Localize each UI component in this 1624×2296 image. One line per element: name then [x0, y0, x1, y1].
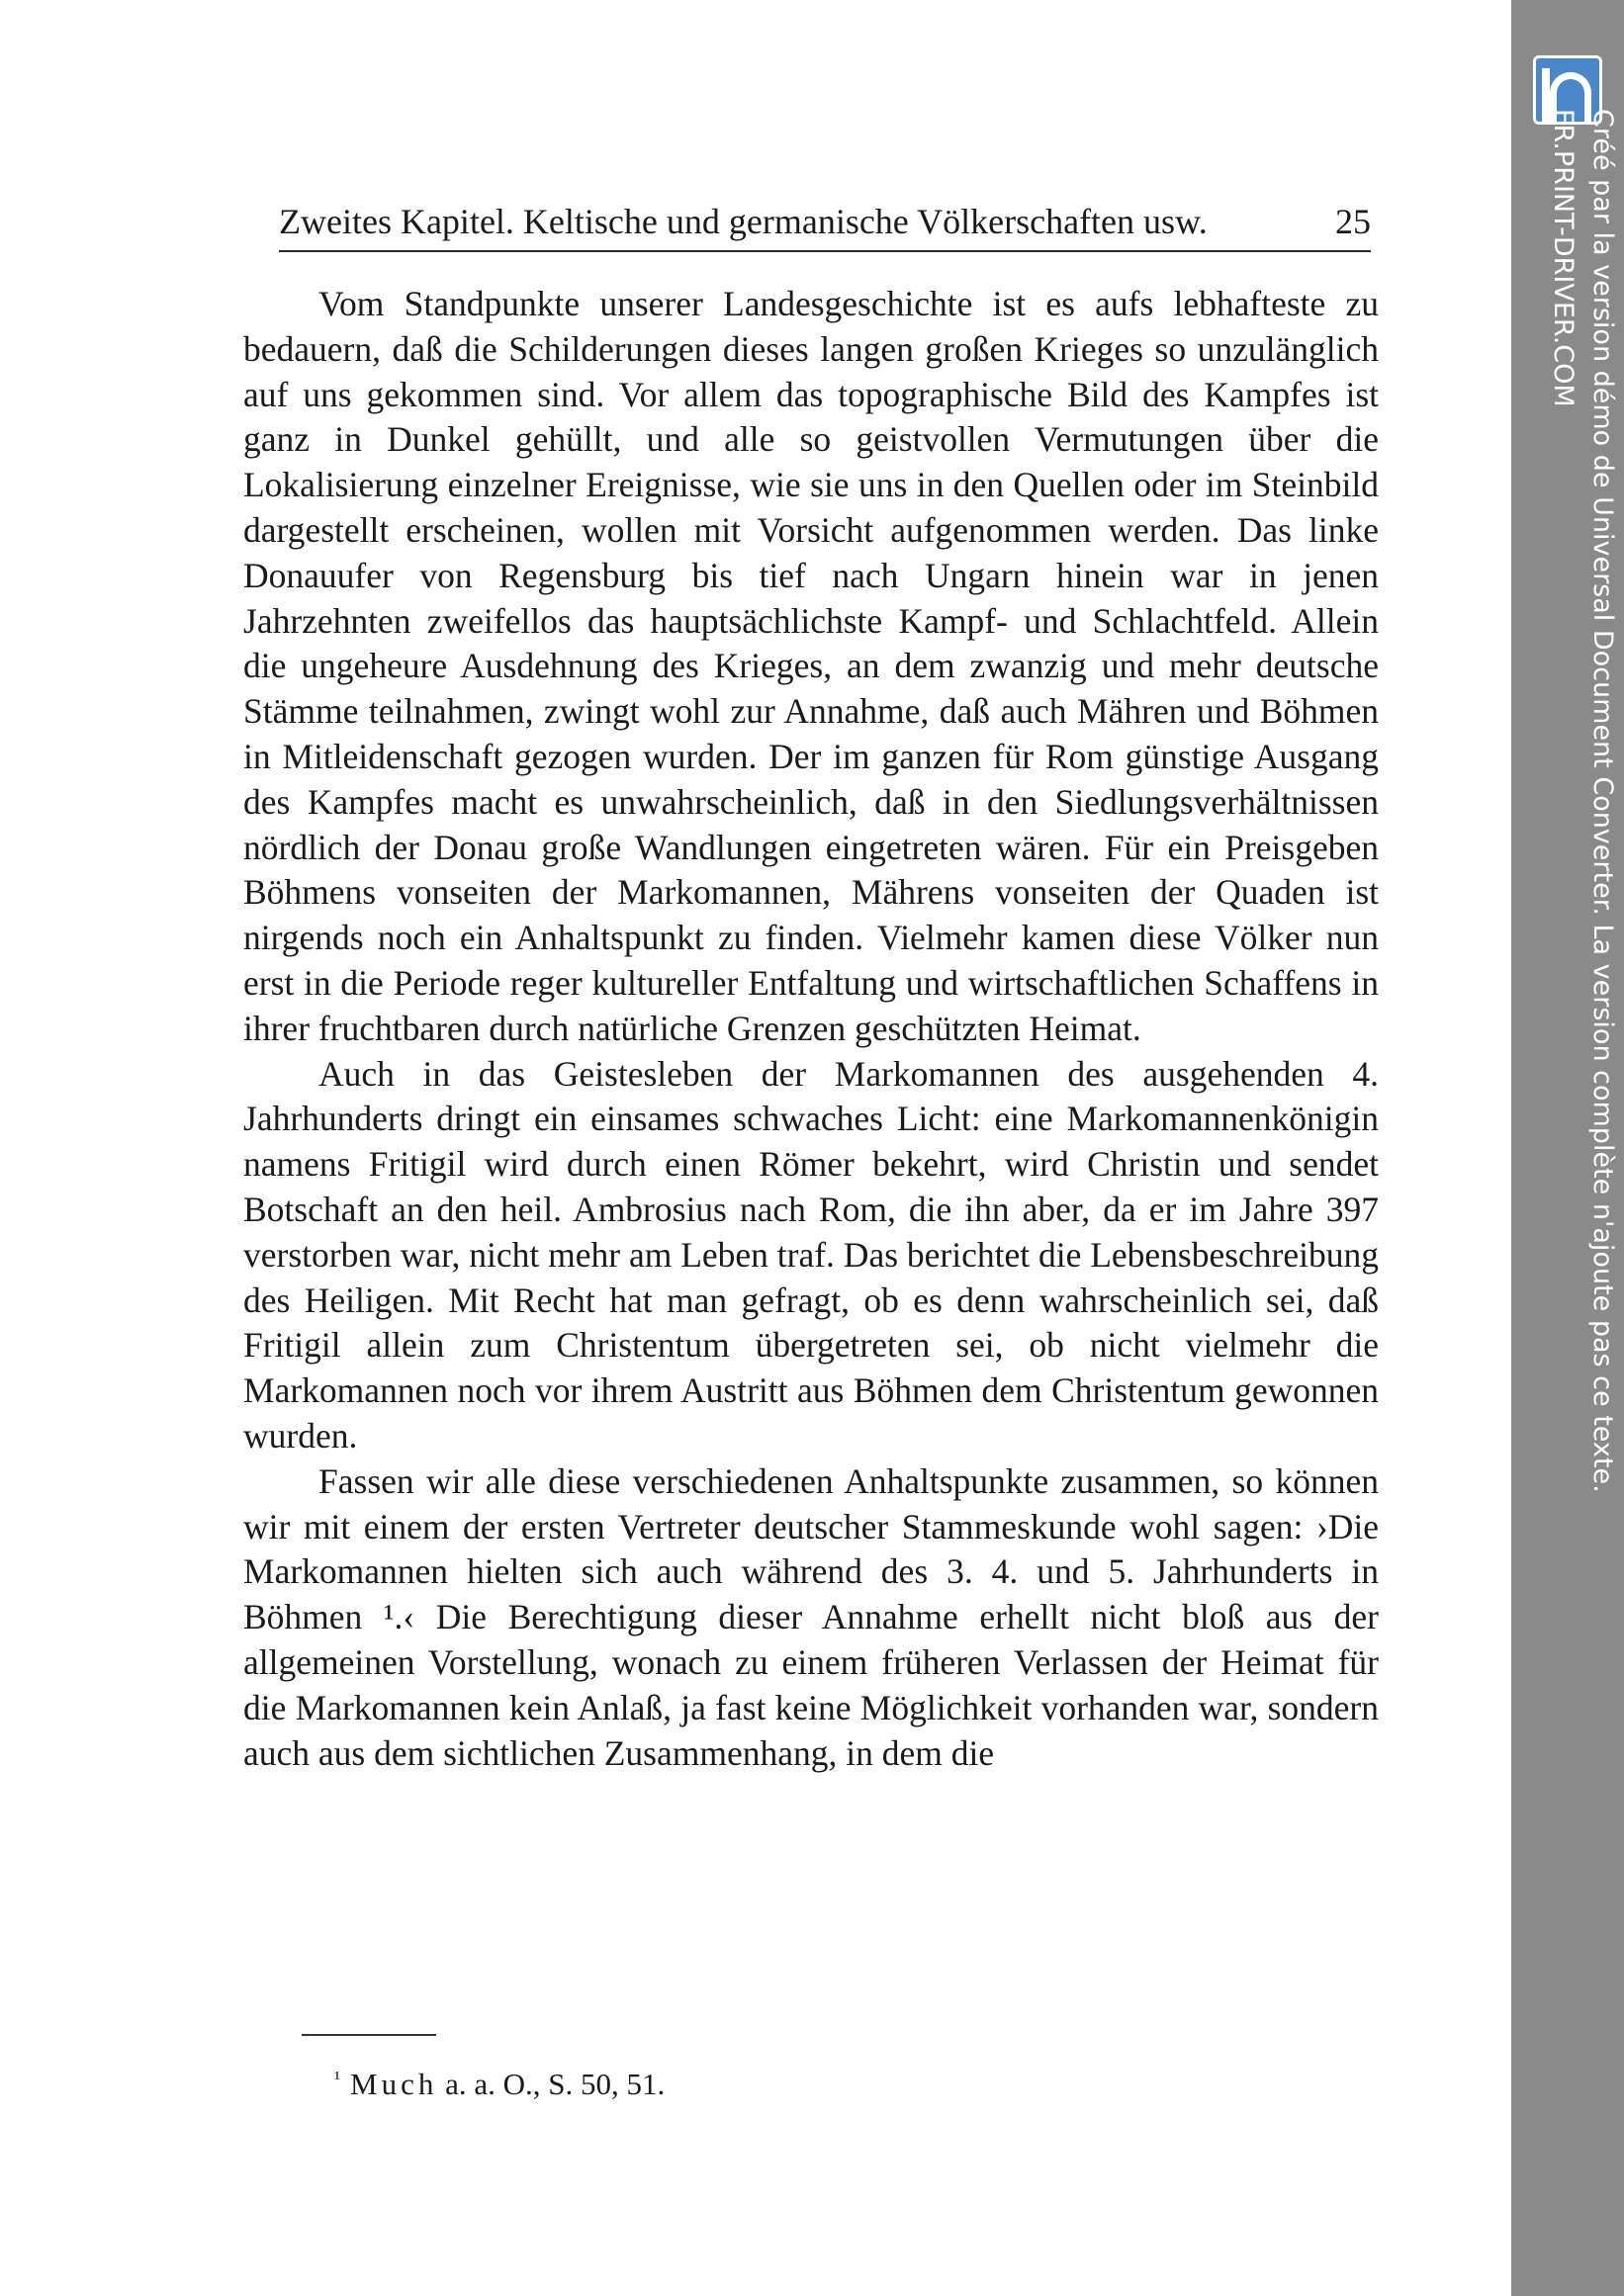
watermark-line-1: Créé par la version démo de Universal Document Converter. La version complète n'ajoute pas ce texte.	[1587, 109, 1618, 1493]
footnote-marker: ¹	[334, 2068, 340, 2089]
footnote-author: Much	[350, 2067, 438, 2101]
paragraph: Vom Standpunkte unserer Landesgeschichte ist es aufs lebhafteste zu bedauern, daß die Schilderungen dieses langen großen Krieges so unzulänglich auf uns gekommen sind. Vor allem das topographische Bild des Kampfes ist ganz in Dunkel gehüllt, und alle so geistvollen Vermutungen über die Lokalisierung einzelner Ereignisse, wie sie uns in den Quellen oder im Steinbild dargestellt erscheinen, wollen mit Vorsicht aufgenommen werden. Das linke Donauufer von Regensburg bis tief nach Ungarn hinein war in jenen Jahrzehnten zweifellos das hauptsächlichste Kampf- und Schlachtfeld. Allein die ungeheure Ausdehnung des Krieges, an dem zwanzig und mehr deutsche Stämme teilnahmen, zwingt wohl zur Annahme, daß auch Mähren und Böhmen in Mitleidenschaft gezogen wurden. Der im ganzen für Rom günstige Ausgang des Kampfes macht es unwahrscheinlich, daß in den Siedlungsverhältnissen nördlich der Donau große Wandlungen eingetreten wären. Für ein Preisgeben Böhmens vonseiten der Markomannen, Mährens vonseiten der Quaden ist nirgends noch ein Anhaltspunkt zu finden. Vielmehr kamen diese Völker nun erst in die Periode reger kultureller Entfaltung und wirtschaftlichen Schaffens in ihrer fruchtbaren durch natürliche Grenzen geschützten Heimat.	[243, 284, 1379, 1048]
header-rule	[279, 250, 1371, 252]
watermark-text	[1543, 109, 1622, 2136]
footnote-citation: a. a. O., S. 50, 51.	[445, 2067, 666, 2101]
footnote	[334, 2057, 665, 2106]
running-head	[279, 198, 1371, 245]
body-text	[243, 282, 1379, 1776]
footnote-rule	[302, 2034, 436, 2036]
watermark-strip	[1511, 0, 1624, 2296]
page-number: 25	[1335, 202, 1371, 241]
paragraph: Fassen wir alle diese verschiedenen Anhaltspunkte zusammen, so können wir mit einem der ersten Vertreter deutscher Stammeskunde wohl sagen: ›Die Markomannen hielten sich auch während des 3. 4. und 5. Jahrhunderts in Böhmen ¹.‹ Die Berechtigung dieser Annahme erhellt nicht bloß aus der allgemeinen Vorstellung, wonach zu einem früheren Verlassen der Heimat für die Markomannen kein Anlaß, ja fast keine Möglichkeit vorhanden war, sondern auch aus dem sichtlichen Zusammenhang, in dem die	[243, 1460, 1379, 1773]
watermark-line-2: FR.PRINT-DRIVER.COM	[1548, 109, 1579, 407]
chapter-title: Zweites Kapitel. Keltische und germanische Völkerschaften usw.	[279, 202, 1208, 241]
paragraph: Auch in das Geistesleben der Markomannen des ausgehenden 4. Jahrhunderts dringt ein einsames schwaches Licht: eine Markomannenkönigin namens Fritigil wird durch einen Römer bekehrt, wird Christin und sendet Botschaft an den heil. Ambrosius nach Rom, die ihn aber, da er im Jahre 397 verstorben war, nicht mehr am Leben traf. Das berichtet die Lebensbeschreibung des Heiligen. Mit Recht hat man gefragt, ob es denn wahrscheinlich sei, daß Fritigil allein zum Christentum übergetreten sei, ob nicht vielmehr die Markomannen noch vor ihrem Austritt aus Böhmen dem Christentum gewonnen wurden.	[243, 1053, 1379, 1456]
